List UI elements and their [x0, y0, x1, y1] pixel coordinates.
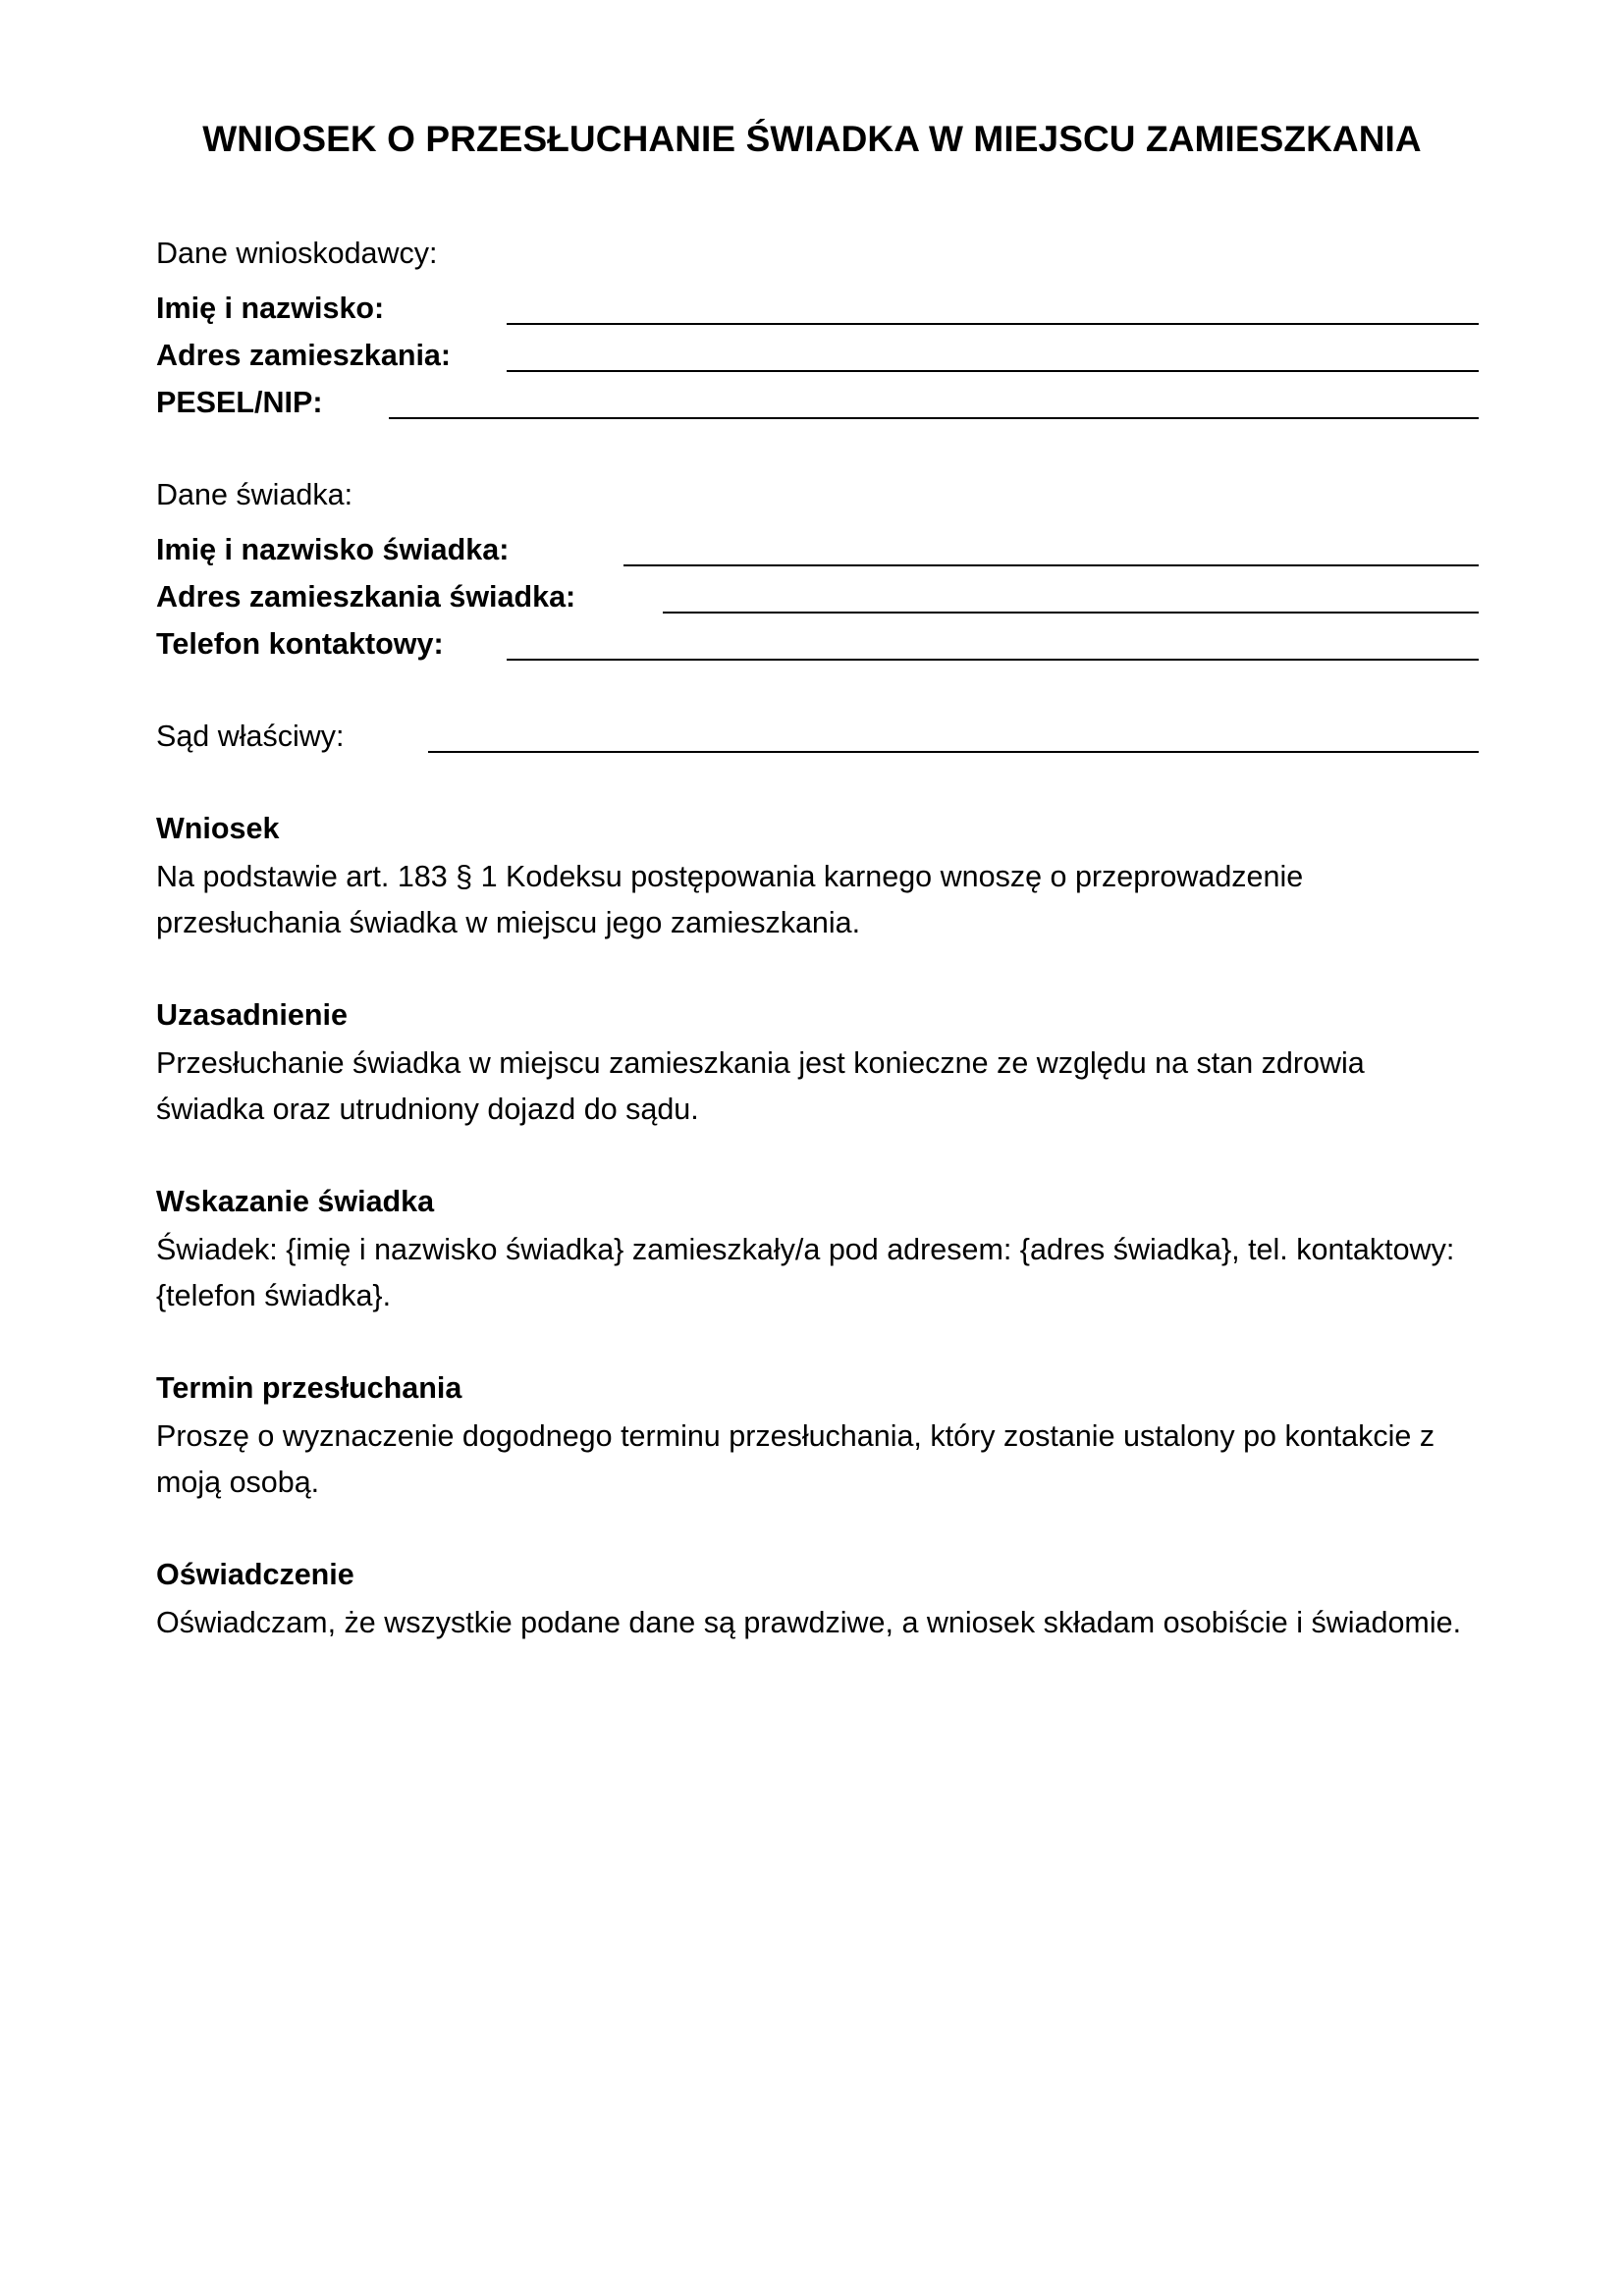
applicant-pesel-field[interactable] [389, 417, 1479, 419]
request-line: przesłuchania świadka w miejscu jego zamieszkania. [156, 906, 861, 939]
applicant-pesel-label: PESEL/NIP: [156, 386, 323, 419]
hearing-date-body [156, 1414, 1491, 1506]
witness-indication-line: {telefon świadka}. [156, 1279, 392, 1312]
request-line: Na podstawie art. 183 § 1 Kodeksu postępowania karnego wnoszę o przeprowadzenie [156, 860, 1304, 893]
justification-line: świadka oraz utrudniony dojazd do sądu. [156, 1093, 699, 1126]
applicant-name-label: Imię i nazwisko: [156, 292, 385, 325]
applicant-section-heading: Dane wnioskodawcy: [156, 237, 438, 270]
court-field[interactable] [428, 751, 1479, 753]
hearing-date-line: moją osobą. [156, 1466, 320, 1499]
witness-address-field[interactable] [663, 612, 1479, 614]
document-title: WNIOSEK O PRZESŁUCHANIE ŚWIADKA W MIEJSCU ZAMIESZKANIA [202, 119, 1422, 159]
declaration-line: Oświadczam, że wszystkie podane dane są prawdziwe, a wniosek składam osobiście i świadomie. [156, 1606, 1462, 1639]
declaration-heading: Oświadczenie [156, 1558, 354, 1591]
request-body [156, 854, 1491, 946]
witness-indication-body [156, 1227, 1491, 1319]
witness-phone-field[interactable] [507, 659, 1479, 661]
request-heading: Wniosek [156, 812, 280, 845]
applicant-address-label: Adres zamieszkania: [156, 339, 452, 372]
witness-section-heading: Dane świadka: [156, 478, 353, 511]
applicant-name-field[interactable] [507, 323, 1479, 325]
witness-name-field[interactable] [623, 564, 1479, 566]
witness-indication-heading: Wskazanie świadka [156, 1185, 435, 1218]
justification-heading: Uzasadnienie [156, 998, 348, 1032]
witness-phone-label: Telefon kontaktowy: [156, 627, 444, 661]
declaration-body [156, 1600, 1491, 1646]
witness-name-label: Imię i nazwisko świadka: [156, 533, 510, 566]
witness-indication-line: Świadek: {imię i nazwisko świadka} zamieszkały/a pod adresem: {adres świadka}, tel. kontaktowy: [156, 1233, 1455, 1266]
hearing-date-heading: Termin przesłuchania [156, 1371, 462, 1405]
applicant-address-field[interactable] [507, 370, 1479, 372]
justification-line: Przesłuchanie świadka w miejscu zamieszkania jest konieczne ze względu na stan zdrowia [156, 1046, 1365, 1080]
court-label: Sąd właściwy: [156, 720, 345, 753]
justification-body [156, 1041, 1491, 1133]
hearing-date-line: Proszę o wyznaczenie dogodnego terminu przesłuchania, który zostanie ustalony po kontakcie z [156, 1419, 1435, 1453]
witness-address-label: Adres zamieszkania świadka: [156, 580, 576, 614]
